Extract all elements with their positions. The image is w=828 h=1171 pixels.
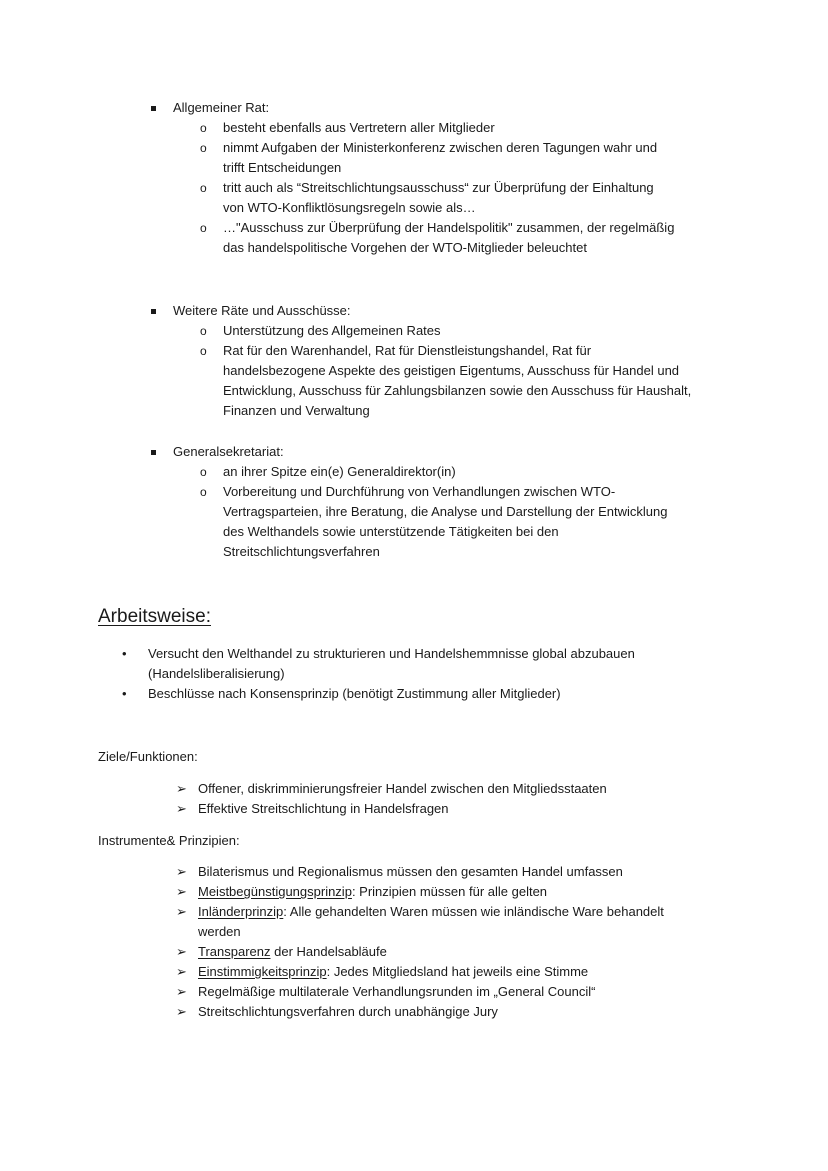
list-item: [198, 902, 664, 942]
list-item: [223, 482, 667, 562]
text-line: Finanzen und Verwaltung: [223, 403, 370, 418]
section-title: Generalsekretariat:: [173, 444, 284, 459]
text-line: [198, 779, 607, 799]
list-item: [198, 882, 547, 902]
circle-bullet-icon: o: [200, 324, 207, 338]
item-text: Streitschlichtungsverfahren durch unabhängige Jury: [198, 1004, 498, 1019]
item-text: : Prinzipien müssen für alle gelten: [351, 884, 548, 899]
list-item: [198, 779, 607, 799]
square-bullet-icon: [151, 98, 156, 118]
arrow-bullet-icon: ➢: [176, 964, 187, 979]
circle-bullet-icon: o: [200, 465, 207, 479]
text-line: [198, 962, 588, 982]
item-text: Effektive Streitschlichtung in Handelsfragen: [198, 801, 449, 816]
item-text: Offener, diskrimminierungsfreier Handel zwischen den Mitgliedsstaaten: [198, 781, 607, 796]
text-line: nimmt Aufgaben der Ministerkonferenz zwischen deren Tagungen wahr und: [223, 140, 658, 155]
circle-bullet-icon: o: [200, 344, 207, 358]
disc-bullet-icon: •: [122, 646, 127, 661]
list-item: [223, 118, 495, 138]
item-text: : Alle gehandelten Waren müssen wie inländische Ware behandelt: [283, 904, 664, 919]
text-line: von WTO-Konfliktlösungsregeln sowie als…: [223, 200, 476, 215]
underlined-term: Transparenz: [198, 944, 271, 959]
circle-bullet-icon: o: [200, 121, 207, 135]
text-line: handelsbezogene Aspekte des geistigen Eigentums, Ausschuss für Handel und: [223, 363, 680, 378]
list-item: [223, 178, 654, 218]
square-bullet-icon: [151, 442, 156, 462]
square-bullet-icon: [151, 301, 156, 321]
arrow-bullet-icon: ➢: [176, 781, 187, 796]
text-line: [198, 862, 623, 882]
list-item: [223, 321, 441, 341]
item-text: : Jedes Mitgliedsland hat jeweils eine Stimme: [326, 964, 589, 979]
text-line: besteht ebenfalls aus Vertretern aller Mitglieder: [223, 120, 495, 135]
arrow-bullet-icon: ➢: [176, 984, 187, 999]
arrow-bullet-icon: ➢: [176, 1004, 187, 1019]
circle-bullet-icon: o: [200, 485, 207, 499]
text-line: [198, 922, 664, 942]
section-heading: Arbeitsweise:: [98, 606, 211, 627]
text-line: an ihrer Spitze ein(e) Generaldirektor(in): [223, 464, 456, 479]
arrow-bullet-icon: ➢: [176, 944, 187, 959]
circle-bullet-icon: o: [200, 221, 207, 235]
text-line: Entwicklung, Ausschuss für Zahlungsbilanzen sowie den Ausschuss für Haushalt,: [223, 383, 692, 398]
text-line: [198, 982, 595, 1002]
text-line: Rat für den Warenhandel, Rat für Dienstleistungshandel, Rat für: [223, 343, 592, 358]
text-line: das handelspolitische Vorgehen der WTO-Mitglieder beleuchtet: [223, 240, 587, 255]
text-line: des Welthandels sowie unterstützende Tätigkeiten bei den: [223, 524, 559, 539]
text-line: Unterstützung des Allgemeinen Rates: [223, 323, 441, 338]
item-text: der Handelsabläufe: [270, 944, 387, 959]
item-text: Regelmäßige multilaterale Verhandlungsrunden im „General Council“: [198, 984, 596, 999]
list-item: [223, 462, 456, 482]
item-text: werden: [198, 924, 241, 939]
circle-bullet-icon: o: [200, 181, 207, 195]
list-label: Ziele/Funktionen:: [98, 749, 198, 764]
text-line: Streitschlichtungsverfahren: [223, 544, 380, 559]
text-line: Versucht den Welthandel zu strukturieren und Handelshemmnisse global abzubauen: [148, 646, 635, 661]
underlined-term: Inländerprinzip: [198, 904, 284, 919]
text-line: Vertragsparteien, ihre Beratung, die Analyse und Darstellung der Entwicklung: [223, 504, 668, 519]
list-item: [148, 644, 635, 684]
text-line: …"Ausschuss zur Überprüfung der Handelspolitik" zusammen, der regelmäßig: [223, 220, 675, 235]
text-line: [198, 902, 664, 922]
list-label: Instrumente& Prinzipien:: [98, 833, 240, 848]
list-item: [198, 799, 449, 819]
text-line: tritt auch als “Streitschlichtungsausschuss“ zur Überprüfung der Einhaltung: [223, 180, 654, 195]
list-item: [148, 684, 561, 704]
arrow-bullet-icon: ➢: [176, 904, 187, 919]
circle-bullet-icon: o: [200, 141, 207, 155]
section-title: Allgemeiner Rat:: [173, 100, 270, 115]
underlined-term: Einstimmigkeitsprinzip: [198, 964, 327, 979]
list-item: [223, 138, 657, 178]
text-line: [198, 942, 387, 962]
text-line: [198, 799, 449, 819]
list-item: [198, 962, 588, 982]
section-title: Weitere Räte und Ausschüsse:: [173, 303, 351, 318]
list-item: [198, 862, 623, 882]
text-line: trifft Entscheidungen: [223, 160, 342, 175]
text-line: (Handelsliberalisierung): [148, 666, 285, 681]
arrow-bullet-icon: ➢: [176, 801, 187, 816]
list-item: [223, 218, 674, 258]
text-line: [198, 1002, 498, 1022]
list-item: [223, 341, 691, 421]
list-item: [198, 982, 595, 1002]
underlined-term: Meistbegünstigungsprinzip: [198, 884, 352, 899]
arrow-bullet-icon: ➢: [176, 864, 187, 879]
disc-bullet-icon: •: [122, 686, 127, 701]
list-item: [198, 1002, 498, 1022]
text-line: [198, 882, 547, 902]
list-item: [198, 942, 387, 962]
text-line: Beschlüsse nach Konsensprinzip (benötigt Zustimmung aller Mitglieder): [148, 686, 561, 701]
item-text: Bilaterismus und Regionalismus müssen den gesamten Handel umfassen: [198, 864, 623, 879]
arrow-bullet-icon: ➢: [176, 884, 187, 899]
text-line: Vorbereitung und Durchführung von Verhandlungen zwischen WTO-: [223, 484, 616, 499]
